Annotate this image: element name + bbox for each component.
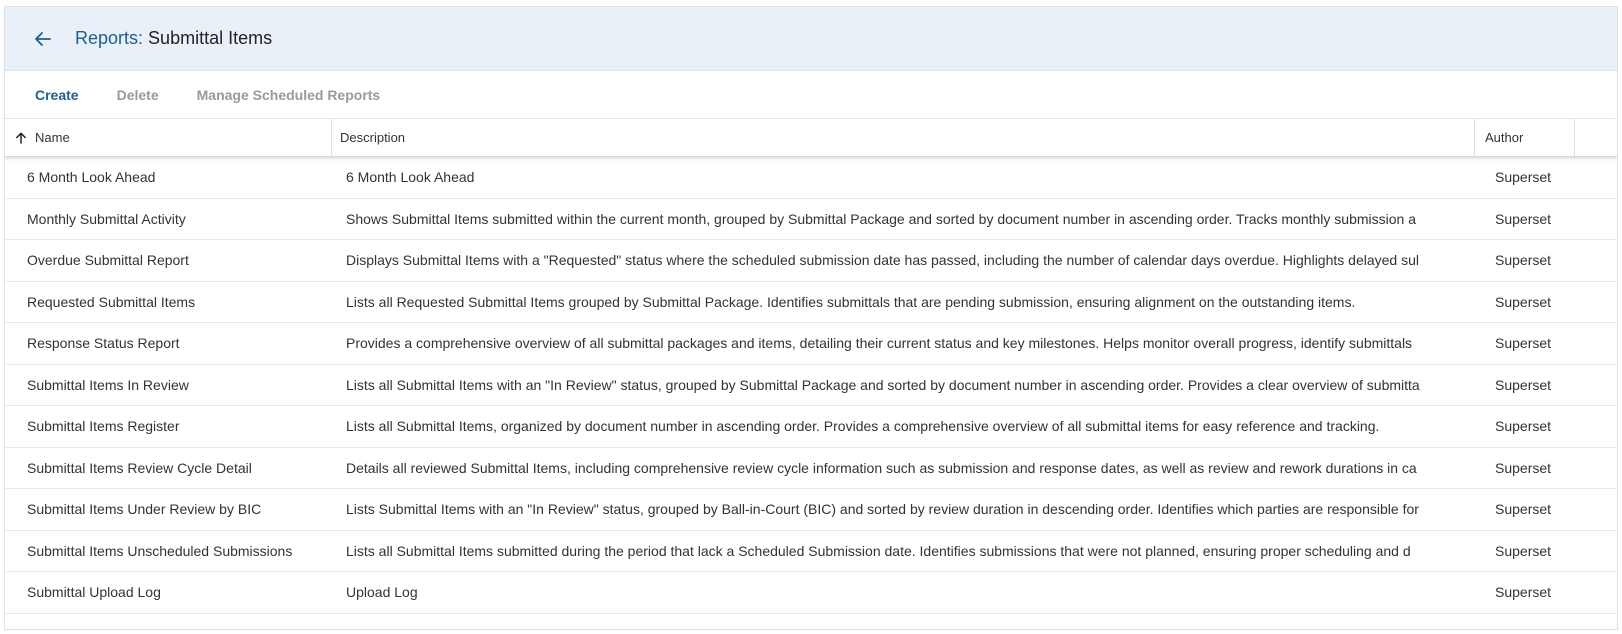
cell-description [332, 365, 1475, 406]
cell-name: Submittal Items In Review [27, 376, 189, 393]
cell-name: Submittal Items Unscheduled Submissions [27, 542, 293, 559]
delete-button[interactable]: Delete [116, 86, 159, 103]
table-header [5, 119, 1617, 157]
cell-description [332, 448, 1475, 489]
cell-description-text: Details all reviewed Submittal Items, including comprehensive review cycle information such as submission and response dates, as well as review and rework durations in ca [346, 459, 1417, 476]
column-header-author-label: Author [1485, 130, 1524, 145]
page-title-text: Submittal Items [148, 28, 273, 48]
breadcrumb[interactable]: Reports: [75, 28, 144, 48]
cell-name: 6 Month Look Ahead [27, 169, 156, 186]
cell-description-text: Lists all Submittal Items submitted during the period that lack a Scheduled Submission date. Identifies submissions that were not planned, ensuring proper scheduling and d [346, 542, 1411, 559]
arrow-left-icon [33, 29, 53, 49]
column-header-author[interactable] [1475, 119, 1575, 156]
table-row[interactable] [5, 199, 1617, 241]
cell-description-text: Lists Submittal Items with an "In Review" status, grouped by Ball-in-Court (BIC) and sorted by review duration in descending order. Identifies which parties are responsible for [346, 501, 1419, 518]
cell-author: Superset [1495, 335, 1552, 352]
table-row[interactable] [5, 531, 1617, 573]
toolbar [5, 71, 1617, 119]
table-row[interactable] [5, 323, 1617, 365]
cell-description-text: 6 Month Look Ahead [346, 169, 475, 186]
table-row[interactable] [5, 240, 1617, 282]
cell-author: Superset [1495, 584, 1552, 601]
cell-description-text: Lists all Submittal Items with an "In Review" status, grouped by Submittal Package and sorted by document number in ascending order. Provides a clear overview of submitta [346, 376, 1420, 393]
cell-name: Requested Submittal Items [27, 293, 196, 310]
cell-author: Superset [1495, 542, 1552, 559]
cell-description [332, 240, 1475, 281]
cell-description-text: Shows Submittal Items submitted within the current month, grouped by Submittal Package and sorted by document number in ascending order. Tracks monthly submission a [346, 210, 1416, 227]
reports-panel [4, 6, 1618, 630]
cell-author: Superset [1495, 501, 1552, 518]
cell-description [332, 406, 1475, 447]
table-row[interactable] [5, 448, 1617, 490]
cell-name: Response Status Report [27, 335, 180, 352]
cell-description-text: Lists all Requested Submittal Items grouped by Submittal Package. Identifies submittals that are pending submission, ensuring alignment on the outstanding items. [346, 293, 1356, 310]
table-row[interactable] [5, 406, 1617, 448]
back-button[interactable] [23, 19, 63, 59]
cell-name: Submittal Items Review Cycle Detail [27, 459, 252, 476]
manage-scheduled-reports-button[interactable]: Manage Scheduled Reports [196, 86, 381, 103]
reports-table [5, 119, 1617, 614]
cell-name: Submittal Items Register [27, 418, 180, 435]
column-header-name-label: Name [35, 130, 70, 145]
arrow-up-icon [15, 132, 27, 144]
page-title [75, 28, 272, 49]
cell-author: Superset [1495, 252, 1552, 269]
cell-description [332, 531, 1475, 572]
cell-author: Superset [1495, 210, 1552, 227]
table-row[interactable] [5, 365, 1617, 407]
column-header-name[interactable] [5, 119, 332, 156]
cell-author: Superset [1495, 418, 1552, 435]
cell-description [332, 572, 1475, 613]
page-header [5, 7, 1617, 71]
cell-description-text: Displays Submittal Items with a "Requested" status where the scheduled submission date has passed, including the number of calendar days overdue. Highlights delayed sul [346, 252, 1419, 269]
cell-description-text: Lists all Submittal Items, organized by document number in ascending order. Provides a comprehensive overview of all submittal items for easy reference and tracking. [346, 418, 1380, 435]
cell-name: Overdue Submittal Report [27, 252, 189, 269]
cell-description-text: Upload Log [346, 584, 418, 601]
create-button[interactable]: Create [35, 86, 79, 103]
cell-name: Submittal Items Under Review by BIC [27, 501, 262, 518]
cell-description-text: Provides a comprehensive overview of all submittal packages and items, detailing their current status and key milestones. Helps monitor overall progress, identify submittals [346, 335, 1413, 352]
cell-description [332, 282, 1475, 323]
table-body [5, 157, 1617, 614]
cell-author: Superset [1495, 169, 1552, 186]
column-header-description-label: Description [340, 130, 406, 145]
table-row[interactable] [5, 282, 1617, 324]
cell-description [332, 157, 1475, 198]
column-header-description[interactable] [332, 119, 1475, 156]
cell-name: Monthly Submittal Activity [27, 210, 186, 227]
cell-author: Superset [1495, 376, 1552, 393]
cell-author: Superset [1495, 459, 1552, 476]
cell-description [332, 323, 1475, 364]
table-row[interactable] [5, 489, 1617, 531]
table-row[interactable] [5, 572, 1617, 614]
cell-author: Superset [1495, 293, 1552, 310]
cell-description [332, 199, 1475, 240]
cell-name: Submittal Upload Log [27, 584, 161, 601]
table-row[interactable] [5, 157, 1617, 199]
cell-description [332, 489, 1475, 530]
